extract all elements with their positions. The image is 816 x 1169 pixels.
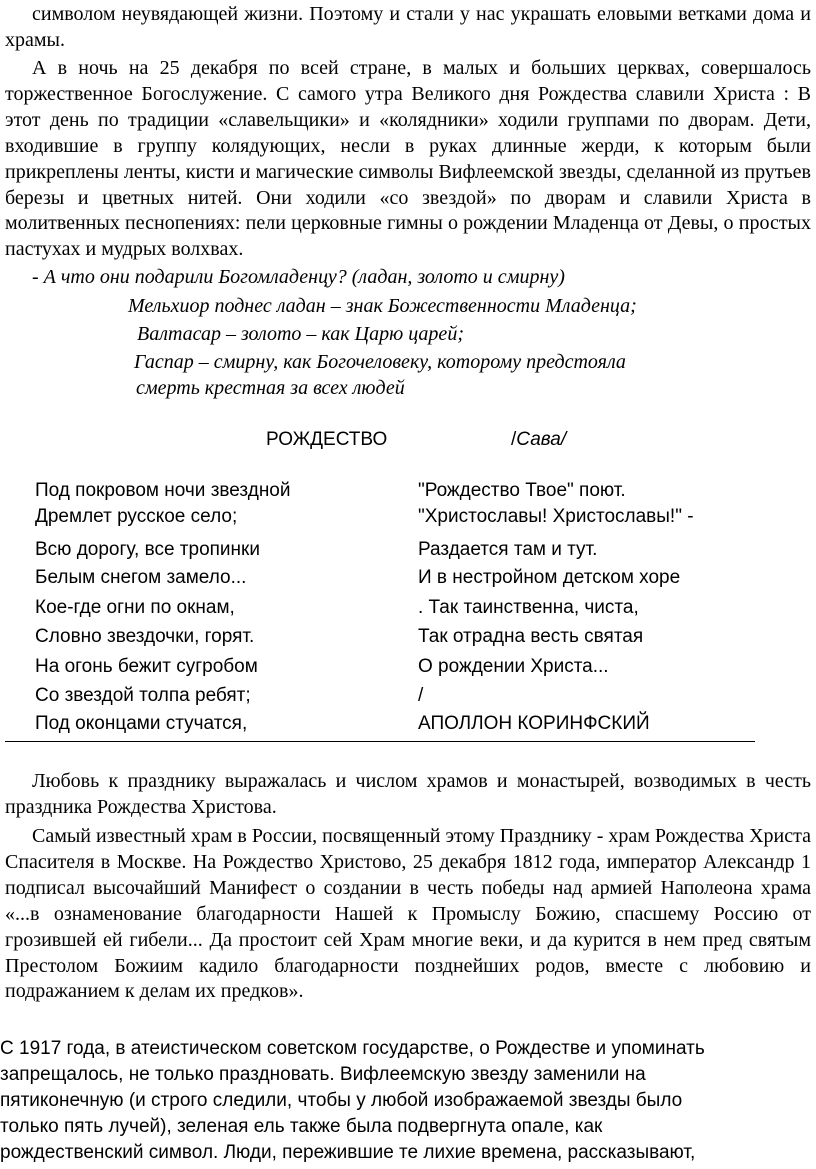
poem-author: АПОЛЛОН КОРИНФСКИЙ xyxy=(418,713,650,734)
poem-right-line: И в нестройном детском хоре xyxy=(418,567,681,588)
poem-left-line: Дремлет русское село; xyxy=(35,506,238,527)
poem-right-line: . Так таинственна, чиста, xyxy=(418,597,639,618)
final-line: только пять лучей), зеленая ель также была подвергнута опале, как xyxy=(0,1116,603,1137)
poem-left-line: Белым снегом замело... xyxy=(35,567,247,588)
poem-right-line: "Рождество Твое" поют. xyxy=(418,480,626,501)
final-line: рождественский символ. Люди, пережившие те лихие времена, рассказывают, xyxy=(0,1142,696,1163)
poem-right-line: Раздается там и тут. xyxy=(418,539,598,560)
gift-line-melchior: Мельхиор поднес ладан – знак Божественности Младенца; xyxy=(128,295,637,317)
poem-left-line: На огонь бежит сугробом xyxy=(35,656,258,677)
poem-right-line: Так отрадна весть святая xyxy=(418,626,644,647)
poem-title-note-text: Сава/ xyxy=(516,429,567,450)
poem-title-slash: / xyxy=(511,429,517,450)
poem-title: РОЖДЕСТВО xyxy=(266,429,388,450)
poem-left-line: Кое-где огни по окнам, xyxy=(35,597,235,618)
poem-right-line: / xyxy=(418,685,424,706)
question-gifts: - А что они подарили Богомладенцу? (ладан, золото и смирну) xyxy=(32,266,565,288)
poem-left-line: Со звездой толпа ребят; xyxy=(35,685,251,706)
poem-left-line: Под оконцами стучатся, xyxy=(35,713,248,734)
final-line: запрещалось, не только праздновать. Вифлеемскую звезду заменили на xyxy=(0,1064,646,1085)
paragraph-evergreen-symbol: символом неувядающей жизни. Поэтому и стали у нас украшать еловыми ветками дома и храмы. xyxy=(5,3,811,51)
final-line: пятиконечную (и строго следили, чтобы у любой изображаемой звезды было xyxy=(0,1090,683,1111)
gift-line-death: смерть крестная за всех людей xyxy=(136,377,405,399)
gift-line-balthasar: Валтасар – золото – как Царю царей; xyxy=(137,323,464,345)
poem-left-line: Под покровом ночи звездной xyxy=(35,480,291,501)
final-line: С 1917 года, в атеистическом советском государстве, о Рождестве и упоминать xyxy=(0,1038,705,1059)
paragraph-cathedral-christ-saviour: Самый известный храм в России, посвященный этому Празднику - храм Рождества Христа Спасителя в Москве. На Рождество Христово, 25 декабря 1812 года, император Александр 1 подписал высочайший Манифест о создании в честь победы над армией Наполеона храма «...в ознаменование благодарности Нашей к Промыслу Божию, спасшему Россию от грозившей ей гибели... Да простоит сей Храм многие веки, и да курится в нем пред святым Престолом Божиим кадило благодарности позднейших родов, вместе с любовию и подражанием к делам их предков». xyxy=(5,825,811,1003)
paragraph-temples-love: Любовь к празднику выражалась и числом храмов и монастырей, возводимых в честь праздника Рождества Христова. xyxy=(5,770,811,818)
poem-right-line: "Христославы! Христославы!" - xyxy=(418,506,694,527)
gift-line-gaspar: Гаспар – смирну, как Богочеловеку, которому предстояла xyxy=(134,351,626,373)
poem-divider xyxy=(5,741,755,742)
poem-left-line: Словно звездочки, горят. xyxy=(35,626,255,647)
poem-right-line: О рождении Христа... xyxy=(418,656,609,677)
poem-left-line: Всю дорогу, все тропинки xyxy=(35,539,260,560)
poem-title-note xyxy=(511,427,566,453)
paragraph-christmas-service: А в ночь на 25 декабря по всей стране, в малых и больших церквах, совершалось торжественное Богослужение. С самого утра Великого дня Рождества славили Христа : В этот день по традиции «славельщики» и «колядники» ходили группами по дворам. Дети, входившие в группу колядующих, несли в руках длинные жерди, к которым были прикреплены ленты, кисти и магические символы Вифлеемской звезды, сделанной из прутьев березы и цветных нитей. Они ходили «со звездой» по дворам и славили Христа в молитвенных песнопениях: пели церковные гимны о рождении Младенца от Девы, о простых пастухах и мудрых волхвах. xyxy=(5,57,811,261)
